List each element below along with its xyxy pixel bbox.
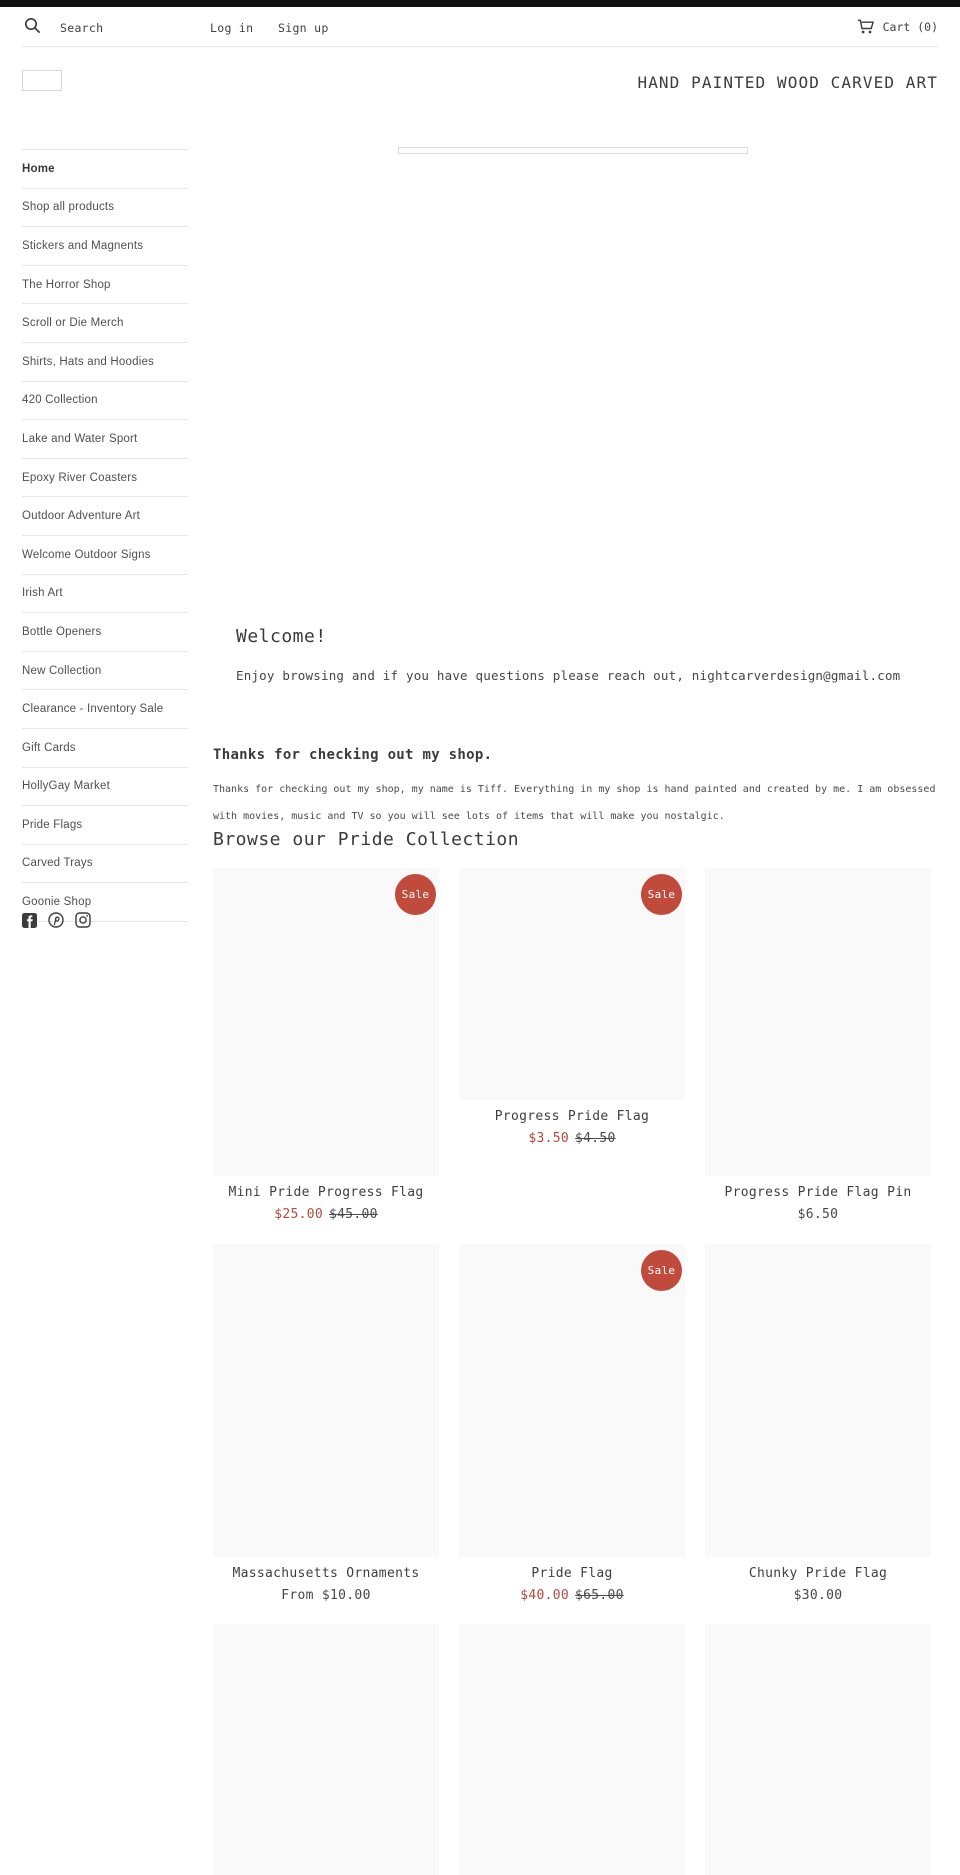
product-price: [459, 1130, 685, 1147]
about-body: Thanks for checking out my shop, my name is Tiff. Everything in my shop is hand painted and created by me. I am obsessed with movies, music and TV so you will see lots of items that will make you nostalgic.: [213, 784, 936, 822]
product-card-progress-pride-flag-pin[interactable]: [705, 868, 931, 1223]
product-row: [213, 1244, 931, 1604]
product-image-placeholder: [705, 868, 931, 1176]
sidebar-item-new-collection[interactable]: New Collection: [22, 651, 188, 690]
sidebar-item-pride-flags[interactable]: Pride Flags: [22, 805, 188, 844]
product-card-massachusetts-ornaments[interactable]: [213, 1244, 439, 1604]
search-icon[interactable]: [24, 17, 41, 38]
product-price: From $10.00: [281, 1588, 371, 1603]
about-heading: Thanks for checking out my shop.: [213, 747, 493, 763]
product-card[interactable]: [705, 1624, 931, 1875]
search-link[interactable]: Search: [60, 21, 104, 35]
cart-label: Cart (0): [882, 19, 938, 34]
sidebar-nav: [22, 149, 188, 922]
sidebar-item-scroll-or-die-merch[interactable]: Scroll or Die Merch: [22, 303, 188, 342]
shop-title: HAND PAINTED WOOD CARVED ART: [637, 73, 938, 92]
product-row: [213, 1624, 931, 1875]
sidebar-item-bottle-openers[interactable]: Bottle Openers: [22, 612, 188, 651]
product-price: $30.00: [793, 1588, 843, 1603]
sidebar-item-stickers-and-magnents[interactable]: Stickers and Magnents: [22, 226, 188, 265]
store-logo[interactable]: [22, 70, 62, 91]
sale-badge: Sale: [395, 874, 436, 915]
topbar: [0, 7, 960, 46]
product-title: Massachusetts Ornaments: [232, 1566, 420, 1581]
product-row: [213, 868, 931, 1223]
sidebar-item-outdoor-adventure-art[interactable]: Outdoor Adventure Art: [22, 496, 188, 535]
product-image-placeholder: [459, 1624, 685, 1875]
product-card-pride-flag[interactable]: [459, 1244, 685, 1604]
collapsed-embed-placeholder: [398, 147, 748, 154]
sale-badge: Sale: [641, 1250, 682, 1291]
product-image-placeholder: [213, 1244, 439, 1557]
cart-icon: [857, 19, 875, 34]
sale-price: $25.00: [274, 1207, 323, 1222]
top-black-strip: [0, 0, 960, 7]
sidebar-item-welcome-outdoor-signs[interactable]: Welcome Outdoor Signs: [22, 535, 188, 574]
product-image-placeholder: [705, 1244, 931, 1557]
product-image-placeholder: [459, 868, 685, 1100]
signup-link[interactable]: Sign up: [278, 21, 329, 35]
product-title: Progress Pride Flag: [494, 1109, 650, 1124]
compare-at-price: $4.50: [575, 1131, 616, 1146]
sale-price: $40.00: [520, 1588, 569, 1603]
instagram-icon[interactable]: [75, 912, 91, 928]
sale-price: $3.50: [528, 1131, 569, 1146]
product-image-placeholder: [213, 1624, 439, 1875]
sidebar-item-home[interactable]: Home: [22, 149, 188, 188]
sidebar-item-lake-and-water-sport[interactable]: Lake and Water Sport: [22, 419, 188, 458]
compare-at-price: $45.00: [329, 1207, 378, 1222]
pinterest-icon[interactable]: [48, 912, 64, 928]
social-icons: [22, 912, 91, 928]
sidebar-item-420-collection[interactable]: 420 Collection: [22, 381, 188, 420]
sidebar-item-carved-trays[interactable]: Carved Trays: [22, 844, 188, 883]
welcome-heading: Welcome!: [236, 626, 327, 647]
welcome-body: Enjoy browsing and if you have questions please reach out, nightcarverdesign@gmail.com: [236, 668, 901, 683]
product-card-mini-pride-progress-flag[interactable]: [213, 868, 439, 1223]
product-image-placeholder: [213, 868, 439, 1176]
header-divider: [22, 46, 938, 47]
sidebar-item-shop-all-products[interactable]: Shop all products: [22, 188, 188, 227]
product-card[interactable]: [459, 1624, 685, 1875]
product-price: $6.50: [797, 1207, 839, 1222]
sidebar-item-epoxy-river-coasters[interactable]: Epoxy River Coasters: [22, 458, 188, 497]
login-link[interactable]: Log in: [210, 21, 254, 35]
sidebar-item-goonie-shop[interactable]: Goonie Shop: [22, 882, 188, 921]
sidebar-item-clearance-inventory-sale[interactable]: Clearance - Inventory Sale: [22, 689, 188, 728]
sale-badge: Sale: [641, 874, 682, 915]
product-price: [213, 1206, 439, 1223]
product-title: Pride Flag: [531, 1566, 613, 1581]
product-price: [459, 1587, 685, 1604]
product-title: Chunky Pride Flag: [748, 1566, 888, 1581]
facebook-icon[interactable]: [22, 913, 37, 928]
sidebar-item-hollygay-market[interactable]: HollyGay Market: [22, 767, 188, 806]
compare-at-price: $65.00: [575, 1588, 624, 1603]
sidebar-item-shirts-hats-and-hoodies[interactable]: Shirts, Hats and Hoodies: [22, 342, 188, 381]
product-image-placeholder: [705, 1624, 931, 1875]
collection-heading: Browse our Pride Collection: [213, 829, 520, 850]
product-image-placeholder: [459, 1244, 685, 1557]
product-card-chunky-pride-flag[interactable]: [705, 1244, 931, 1604]
sidebar-item-the-horror-shop[interactable]: The Horror Shop: [22, 265, 188, 304]
product-card-progress-pride-flag[interactable]: [459, 868, 685, 1223]
sidebar-item-irish-art[interactable]: Irish Art: [22, 574, 188, 613]
product-title: Progress Pride Flag Pin: [724, 1185, 912, 1200]
sidebar-item-gift-cards[interactable]: Gift Cards: [22, 728, 188, 767]
about-section: [213, 747, 939, 830]
cart-link[interactable]: [857, 19, 938, 34]
product-card[interactable]: [213, 1624, 439, 1875]
product-title: Mini Pride Progress Flag: [228, 1185, 424, 1200]
welcome-section: [236, 626, 936, 683]
